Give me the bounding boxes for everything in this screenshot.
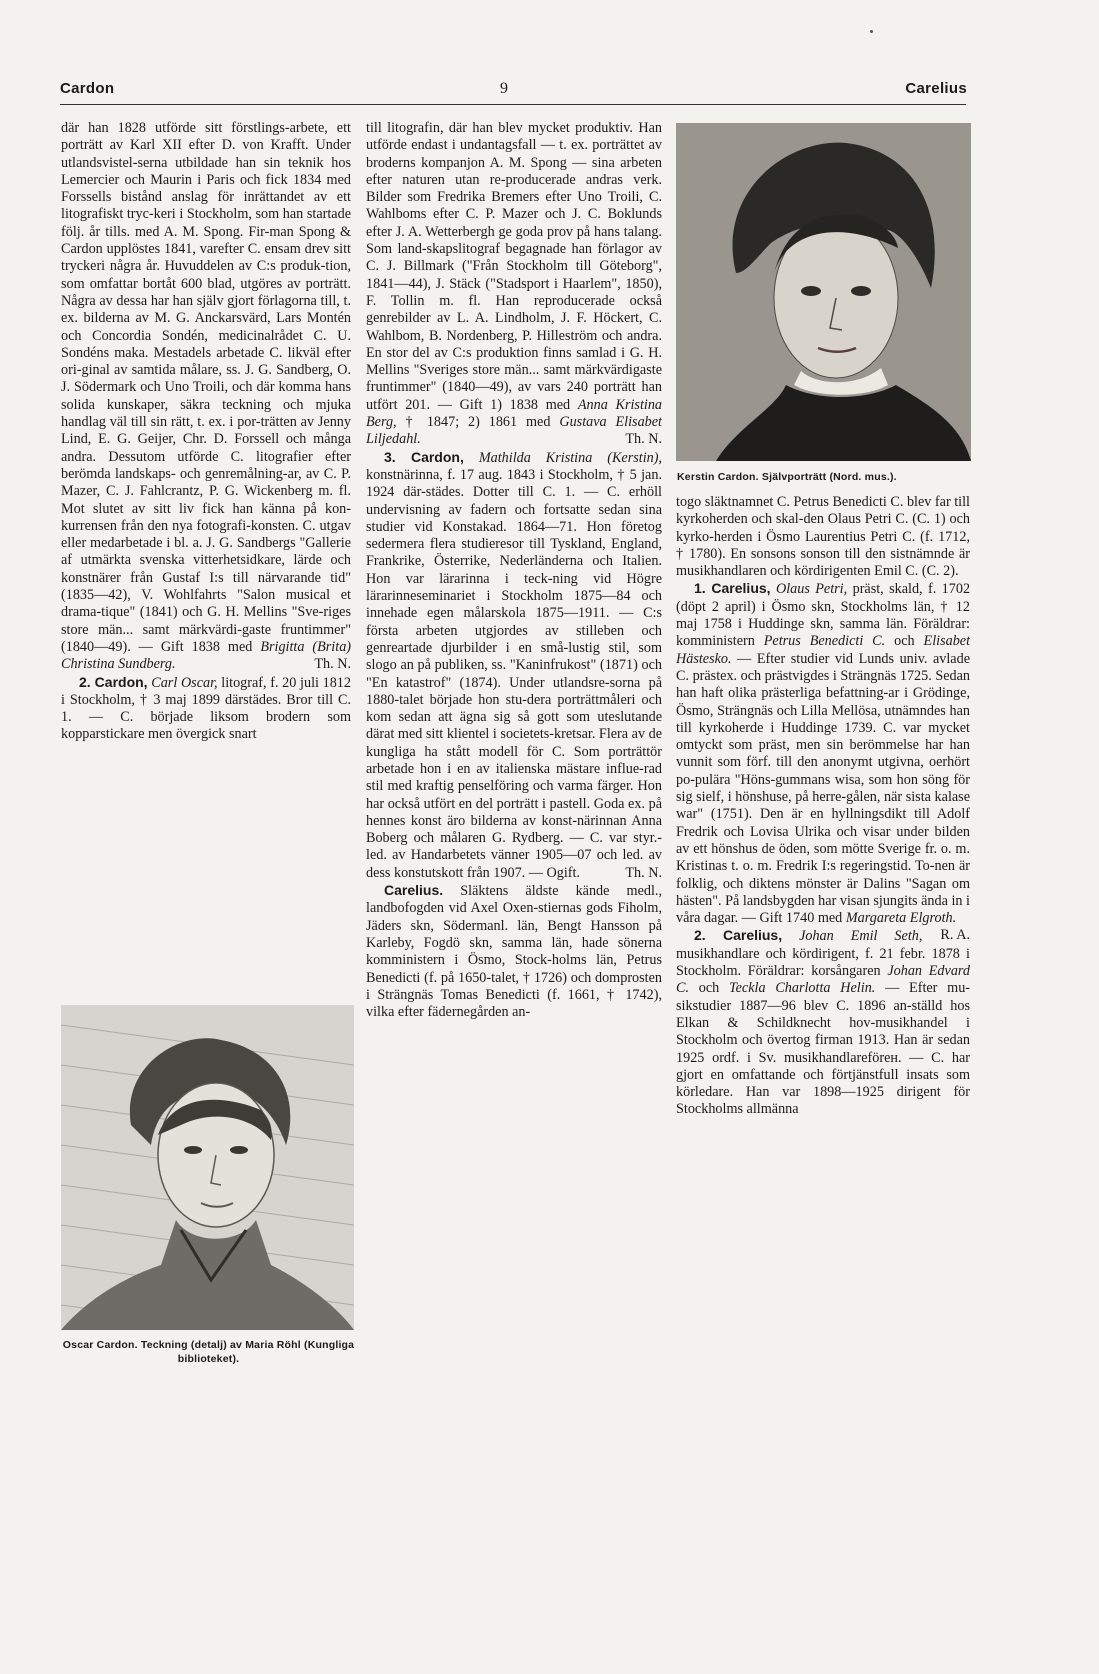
- parent-name: Petrus Benedicti C.: [763, 633, 886, 650]
- entry-headword: Carelius.: [384, 882, 444, 899]
- portrait-painting: [676, 123, 971, 461]
- text-run: och: [894, 633, 915, 650]
- entry-cardon-carl-oscar: [61, 674, 351, 744]
- portrait-oscar-cardon: [61, 1005, 354, 1330]
- text-run: Släktens äldste kände medl., landbofogden vid Axel Oxen-stiernas gods Fiholm, Jäders skn, Södermanl. län, Bengt Hansson på Karleby, Fogdö skn, samma län, hade sönerna komministern i Ösmo, Stock-holms län, Petrus Benedicti (f. på 1650-talet, † 1726) och domprosten i Strängnäs Tomas Benedicti (f. 1661, † 1742), vilka efter fädernegården an-: [366, 883, 662, 1021]
- text-run: † 1847; 2) 1861 med: [405, 414, 551, 431]
- entry-given-names: Johan Emil Seth,: [799, 928, 923, 945]
- entry-carelius-family: [366, 882, 662, 1021]
- spouse-name: Anna Kristina Berg,: [366, 396, 662, 431]
- author-signature: R. A.: [940, 927, 970, 944]
- entry-given-names: Mathilda Kristina (Kerstin),: [478, 449, 662, 466]
- text-run: litograf, f. 20 juli 1812 i Stockholm, † 3 maj 1899 därstädes. Bror till C. 1. — C. började liksom brodern som kopparstickare men övergick snart: [61, 674, 351, 743]
- running-head-right: Carelius: [905, 80, 967, 97]
- entry-cardon-mathilda-kristina: [366, 449, 662, 882]
- text-run: präst, skald, f. 1702 (döpt 2 april) i Ösmo skn, Stockholms län, † 12 maj 1758 i Huddinge skn, samma län. Föräldrar: komministern: [676, 581, 970, 650]
- parent-name: Teckla Charlotta Helin.: [729, 980, 876, 997]
- text-run: — Efter studier vid Lunds univ. avlade C. prästex. och prästvigdes i Strängnäs 1725. Sedan han haft olika prästerliga befattning-ar i Grödinge, Ösmo, Strängnäs och Lilla Mellösa, utnämndes han till kyrkoherde i Huddinge 1739. C. var mycket omtyckt som präst, men sin berömmelse har han vunnit som förf. till den anonymt utgivna, oerhört po-pulära "Höns-gummans wisa, som hon söng för sig sielf, i hönshuse, på herre-gålen, när sista kalase war" (1751). Den är en hyllningsdikt till Adolf Fredrik och Lovisa Ulrika och visar under bilden av ett hönshus de öden, som mötte Sverige fr. o. m. Kristinas t. o. m. Fredrik I:s regeringstid. To-nen är folklig, och diktens mönster är Dalins "Sagan om hästen". På landsbygden har visan sjungits ända in i våra dagar. — Gift 1740 med: [676, 650, 970, 927]
- page-number: 9: [500, 80, 508, 97]
- text-run: konstnärinna, f. 17 aug. 1843 i Stockholm, † 5 jan. 1924 där-städes. Dotter till C. 1. — C. erhöll undervisning av fadern och fortsatte sedan sina studier vid Konstakad. 1864—71. Hon företog sedermera flera studieresor till Tyskland, England, Frankrike, Österrike, Nederländerna och Italien. Hon var lärarinna i teck-ning vid Högre lärarinneseminariet i Stockholm 1875—84 och innehade egen målarskola 1875—1911. — C:s första arbeten utgjordes av stilleben och genreartade djurbilder i en små-lustig stil, som slogo an på publiken, ss. "Kaninfrukost" (1871) och "En katastrof" (1874). Under utlandsre-sorna på 1880-talet började hon stu-dera porträttmåleri och kom sedan att ägna sig så gott som uteslutande därat med sitt klientel i societets-kretsar. Flera av de kungliga ha stått modell för C. Som porträttör arbetade hon i en av italienska mästare influe-rad stil med kraftig penselföring och varma färger. Hon har också utfört en del porträtt i pastell. Goda ex. på hennes konst äro bilderna av konst-närinnan Anna Boberg och målaren G. Rydberg. — C. var styr.-led. av Handarbetets vänner 1905—07 och led. av dess konstutskott från 1907. — Ogift.: [366, 466, 662, 881]
- text-run: togo släktnamnet C. Petrus Benedicti C. blev far till kyrkoherden och skal-den Olaus Petri C. (C. 1) och kyrko-herden i Ösmo Laurentius Petri C. (f. 1712, † 1780). En sonsons sonson till den sistnämnde är musikhandlaren och kördirigenten Emil C. (C. 2).: [676, 494, 970, 580]
- portrait-drawing: [61, 1005, 354, 1330]
- entry-given-names: Carl Oscar,: [151, 674, 218, 691]
- spouse-name: Gustava Elisabet Liljedahl.: [366, 414, 662, 448]
- text-run: — Efter mu-sikstudier 1887—96 blev C. 1896 an-ställd hos Elkan & Schildknecht hov-musikhandel i Stockholm och övertog firman 1913. Han är sedan 1925 ordf. i Sv. musikhandlareförен. — C. har gjort en omfattande och förtjänstfull insats som körledare. Han var 1898—1925 dirigent för Stockholms allmänna: [676, 980, 970, 1118]
- header-rule: [60, 104, 966, 105]
- column-3: [676, 494, 970, 1674]
- spouse-name: Brigitta (Brita) Christina Sundberg.: [61, 638, 351, 673]
- article-text: [676, 494, 970, 580]
- parent-name: Elisabet Hästesko.: [676, 633, 970, 667]
- text-run: musikhandlare och kördirigent, f. 21 febr. 1878 i Stockholm. Föräldrar: korsångaren: [676, 945, 970, 980]
- text-run: till litografin, där han blev mycket produktiv. Han utförde endast i undantagsfall — t. ex. porträttet av broderns kompanjon A. M. Spong — sina arbeten efter naturen utan re-producerade andras verk. Bilder som Fredrika Bremers efter Uno Troili, C. Wahlboms efter C. P. Mazer och J. C. Boklunds efter J. A. Wetterbergh ge goda prov på hans talang. Som land-skapslitograf begagnade han förlagor av C. J. Billmark ("Från Stockholm till Göteborg", 1841—44), J. Stäck ("Stadsport i Haarlem", 1850), F. Tollin m. fl. Han reproducerade också genrebilder av L. A. Lindholm, J. F. Höckert, C. Wahlbom, B. Nordenberg, P. Hilleström och andra. En stor del av C:s produktion finns samlad i G. H. Mellins "Sveriges store män... samt märkvärdigaste fruntimmer" (1840—49), av vars 240 porträtt han utfört 201. — Gift 1) 1838 med: [366, 120, 662, 413]
- caption-oscar-cardon: Oscar Cardon. Teckning (detalj) av Maria Röhl (Kungliga biblioteket).: [62, 1339, 355, 1365]
- text-run: där han 1828 utförde sitt förstlings-arbete, ett porträtt av Karl XII efter D. von Krafft. Under utlandsvistel-serna utbildade han sin teknik hos Lemercier och Maurin i Paris och fick 1834 med Forssells bistånd anslag för inrättandet av ett litografiskt tryc-keri i Stockholm, som han startade följ. år tills. med A. M. Spong. Fir-man Spong & Cardon upplöstes 1841, varefter C. ensam drev sitt tryckeri några år. Huvuddelen av C:s produk-tion, som omfattar bortåt 600 blad, utgöres av porträtt. Några av dessa har han själv gjort förlagorna till, t. ex. bilderna av M. G. Anckarsvärd, Lars Montén och Concordia Sondén, medicinalrådet C. U. Sondéns maka. Mestadels arbetade C. likväl efter ori-ginal av samtida målare, ss. J. G. Sandberg, O. J. Södermark och Uno Troili, och där komma hans solida kunskaper, säkra teckning och mjuka handlag väl till sin rätt, t. ex. i por-trätten av Jenny Lind, E. G. Geijer, Chr. D. Forssell och många andra. Dessutom utförde C. litografier efter berömda landskaps- och genremålning-ar, av C. P. Mazer, C. J. Fahlcrantz, P. G. Wickenberg m. fl. Mot slutet av sitt liv fick han känna på kon-kurrensen från den nya fotografi-konsten. C. utgav eller medarbetade i bl. a. J. G. Sandbergs "Gallerie af utmärkta svenska vitterhetsidkare, lärde och konstnärer från Gustaf I:s till närvarande tid" (1835—42), V. Wohlfahrts "Salon musical et drama-tique" (1841) och G. H. Mellins "Sve-riges store män... samt märkvärdi-gaste fruntimmer" (1840—49). — Gift 1838 med: [61, 120, 351, 655]
- column-1: [61, 120, 351, 1040]
- entry-headword: 2. Cardon,: [79, 673, 148, 690]
- entry-headword: 1. Carelius,: [694, 580, 771, 597]
- portrait-kerstin-cardon: [676, 123, 971, 461]
- article-text: [61, 120, 351, 674]
- parent-name: Johan Edvard C.: [676, 963, 970, 997]
- entry-headword: 2. Carelius,: [694, 927, 783, 944]
- text-run: och: [698, 980, 720, 997]
- author-signature: Th. N.: [314, 656, 351, 673]
- entry-carelius-johan-emil-seth: [676, 927, 970, 1118]
- author-signature: Th. N.: [625, 864, 662, 881]
- entry-headword: 3. Cardon,: [384, 448, 464, 465]
- author-signature: Th. N.: [625, 431, 662, 448]
- spouse-name: Margareta Elgroth.: [845, 910, 957, 927]
- article-text: [366, 120, 662, 449]
- caption-kerstin-cardon: Kerstin Cardon. Självporträtt (Nord. mus.).: [677, 471, 897, 483]
- page-speck: [870, 30, 873, 33]
- column-2: [366, 120, 662, 1375]
- running-head-left: Cardon: [60, 80, 115, 97]
- entry-given-names: Olaus Petri,: [775, 581, 848, 598]
